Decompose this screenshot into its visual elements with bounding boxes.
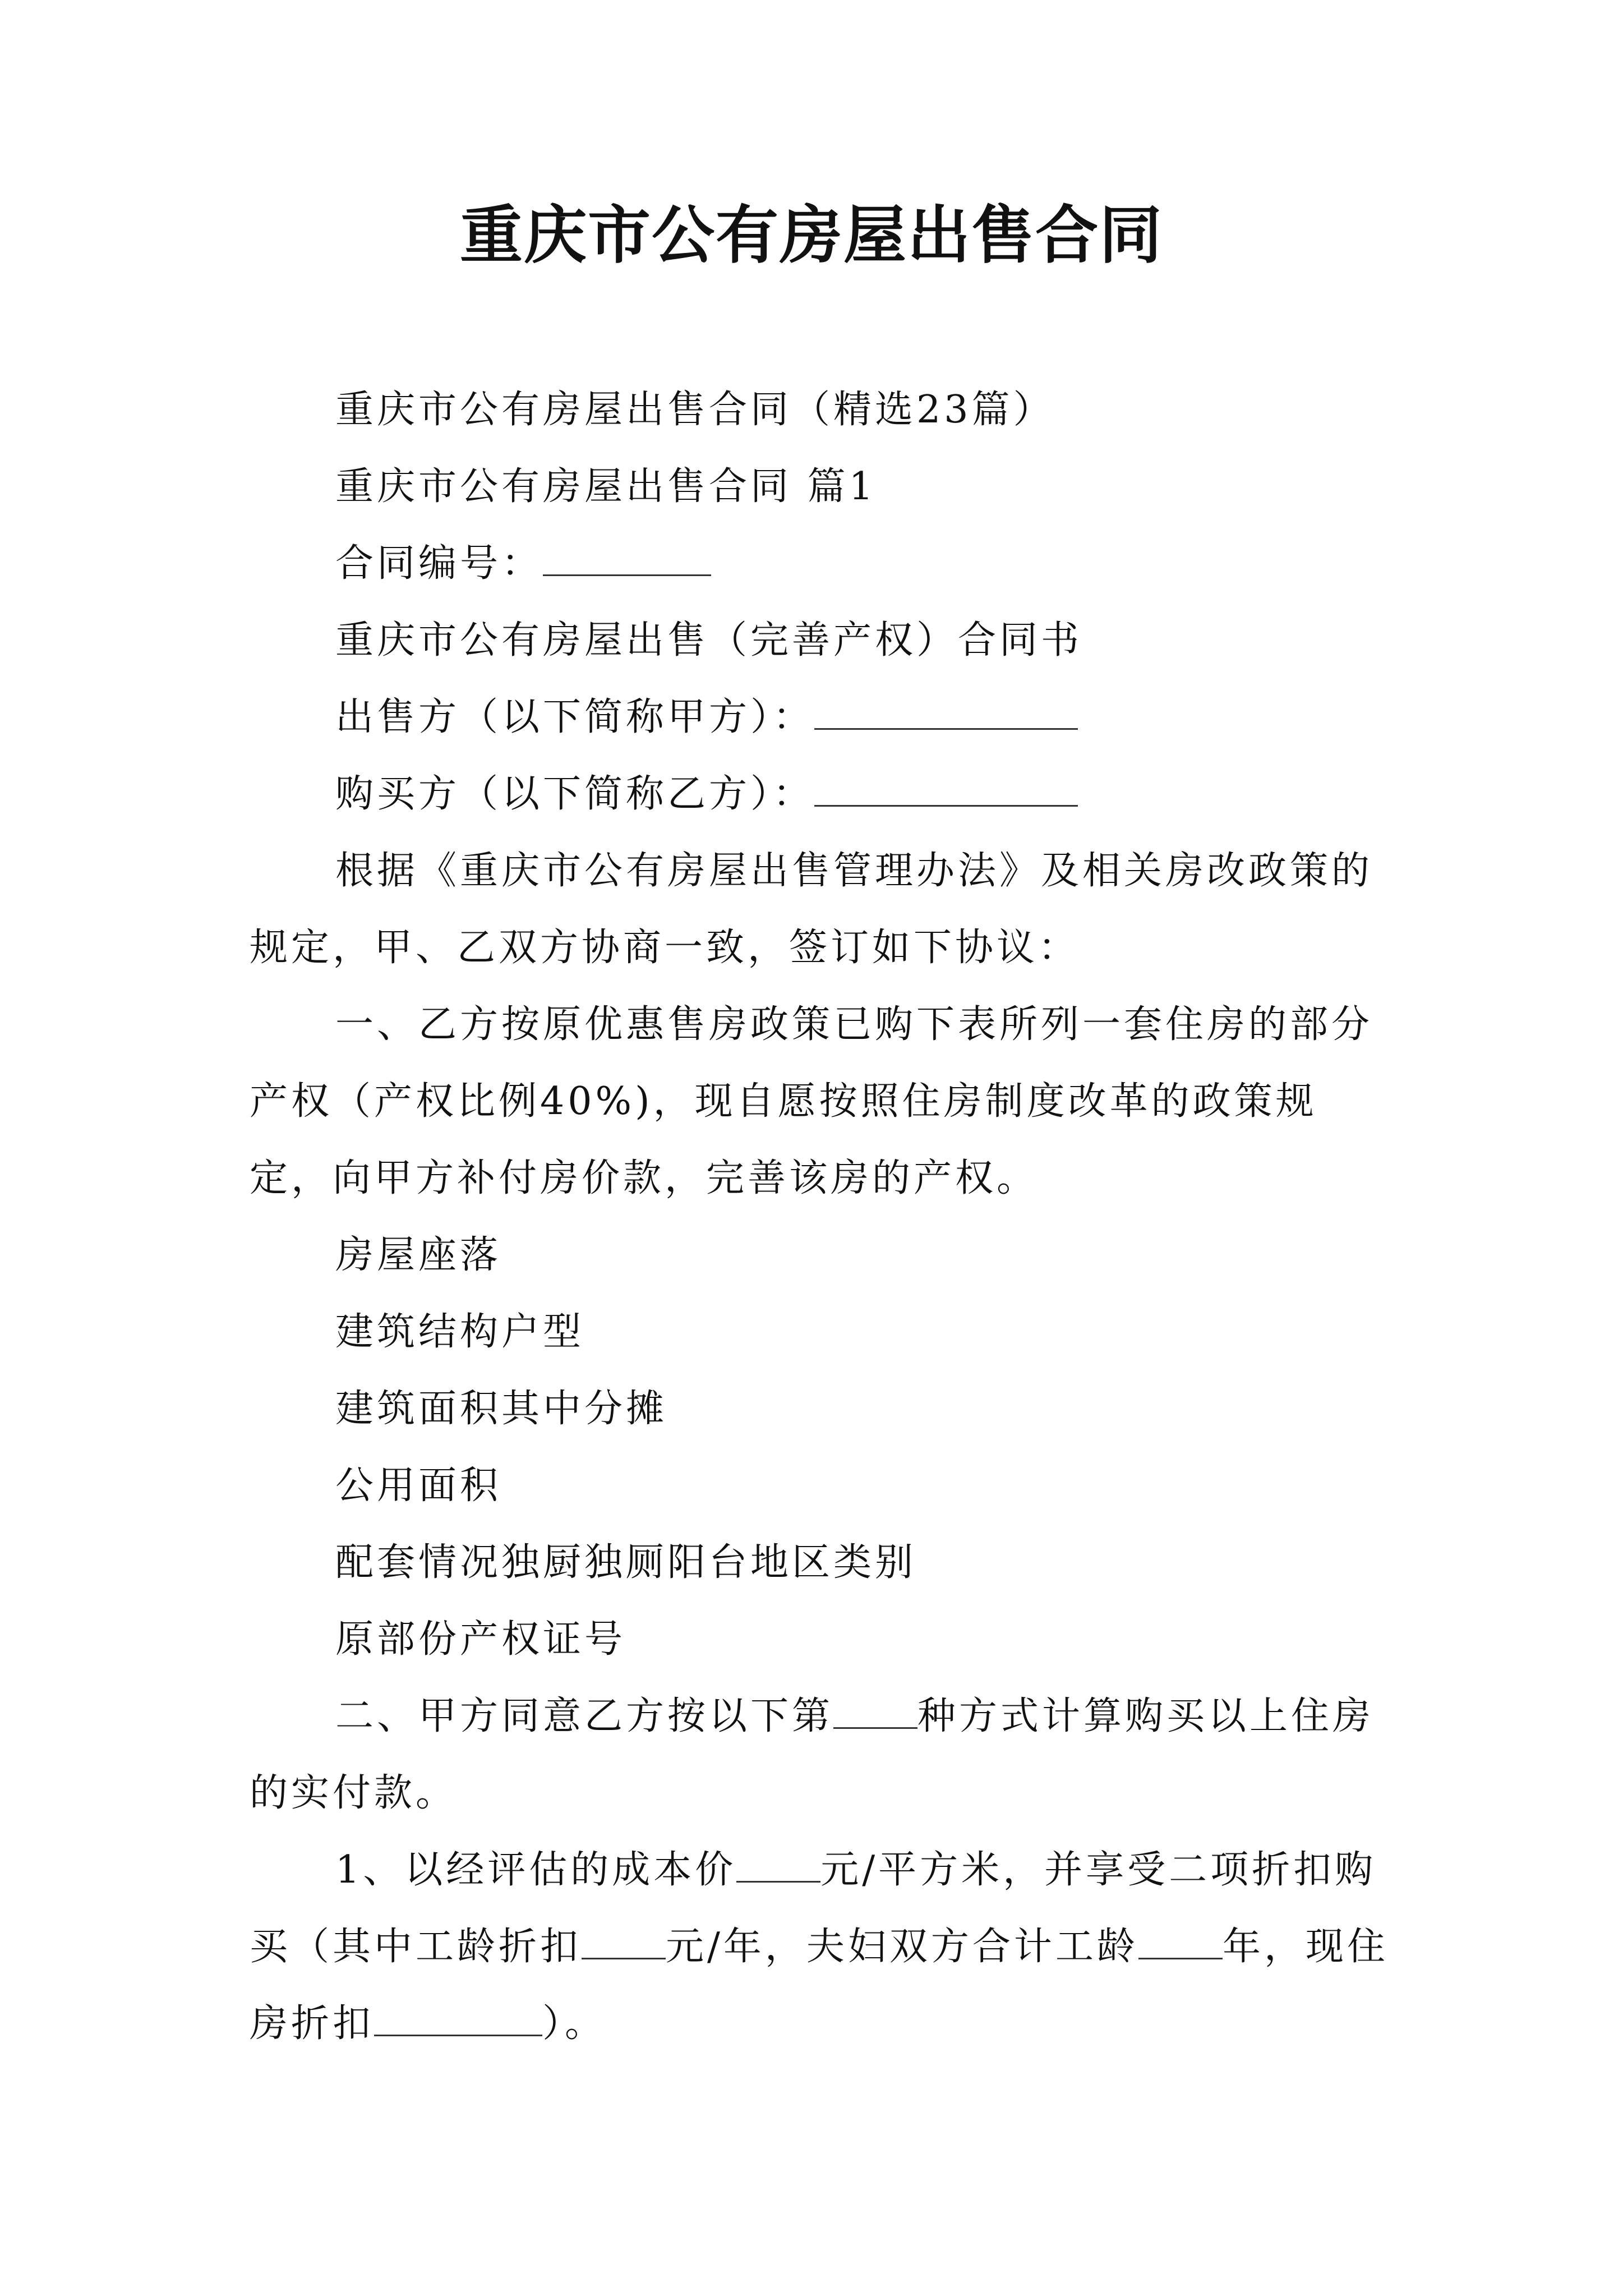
paragraph-buyer bbox=[250, 756, 1394, 832]
buyer-blank bbox=[814, 770, 1078, 807]
paragraph-facilities: 配套情况独厨独厕阳台地区类别 bbox=[335, 1540, 917, 1585]
payment-method-blank bbox=[833, 1692, 917, 1729]
paragraph-seller bbox=[250, 679, 1394, 756]
paragraph-section-heading: 重庆市公有房屋出售合同 篇1 bbox=[335, 464, 877, 509]
method-one-part-a: 1、以经评估的成本价 bbox=[335, 1848, 737, 1892]
paragraph-basis: 根据《重庆市公有房屋出售管理办法》及相关房改政策的规定，甲、乙双方协商一致，签订如下协议： bbox=[250, 849, 1373, 970]
method-one-part-b: 元/平方米，并享受二项折扣购买（其中工龄折扣 bbox=[250, 1848, 1377, 1969]
paragraph-public-area: 公用面积 bbox=[335, 1464, 502, 1508]
paragraph-area: 建筑面积其中分摊 bbox=[335, 1387, 668, 1431]
method-one-part-e: ）。 bbox=[542, 2001, 607, 2046]
paragraph-contract-name: 重庆市公有房屋出售（完善产权）合同书 bbox=[335, 618, 1083, 662]
contract-number-label: 合同编号： bbox=[335, 541, 543, 586]
paragraph-contract-number bbox=[250, 525, 1394, 602]
seniority-discount-blank bbox=[582, 1923, 666, 1959]
seller-label: 出售方（以下简称甲方）： bbox=[335, 695, 815, 739]
method-one-part-c: 元/年，夫妇双方合计工龄 bbox=[666, 1925, 1138, 1969]
contract-number-blank bbox=[543, 540, 711, 576]
paragraph-clause-one: 一、乙方按原优惠售房政策已购下表所列一套住房的部分产权（产权比例40%)，现自愿按照住房制度改革的政策规定，向甲方补付房价款，完善该房的产权。 bbox=[250, 1002, 1373, 1200]
paragraph-subtitle: 重庆市公有房屋出售合同（精选23篇） bbox=[335, 388, 1055, 432]
seniority-years-blank bbox=[1138, 1923, 1223, 1959]
document-title: 重庆市公有房屋出售合同 bbox=[460, 199, 1163, 272]
method-one-part-d: 年，现住房折扣 bbox=[250, 1925, 1389, 2046]
paragraph-certificate: 原部份产权证号 bbox=[335, 1617, 626, 1662]
paragraph-house-location: 房屋座落 bbox=[335, 1233, 502, 1277]
clause-two-part-b: 种方式计算购买以上住房的实付款。 bbox=[250, 1694, 1375, 1815]
seller-blank bbox=[814, 693, 1078, 730]
cost-price-blank bbox=[736, 1846, 820, 1883]
housing-discount-blank bbox=[374, 2000, 542, 2036]
paragraph-clause-two bbox=[250, 1678, 1394, 1832]
paragraph-method-one bbox=[250, 1832, 1394, 2062]
clause-two-part-a: 二、甲方同意乙方按以下第 bbox=[335, 1694, 834, 1738]
document-body bbox=[250, 371, 1394, 2062]
buyer-label: 购买方（以下简称乙方）： bbox=[335, 772, 815, 816]
paragraph-structure: 建筑结构户型 bbox=[335, 1310, 585, 1354]
